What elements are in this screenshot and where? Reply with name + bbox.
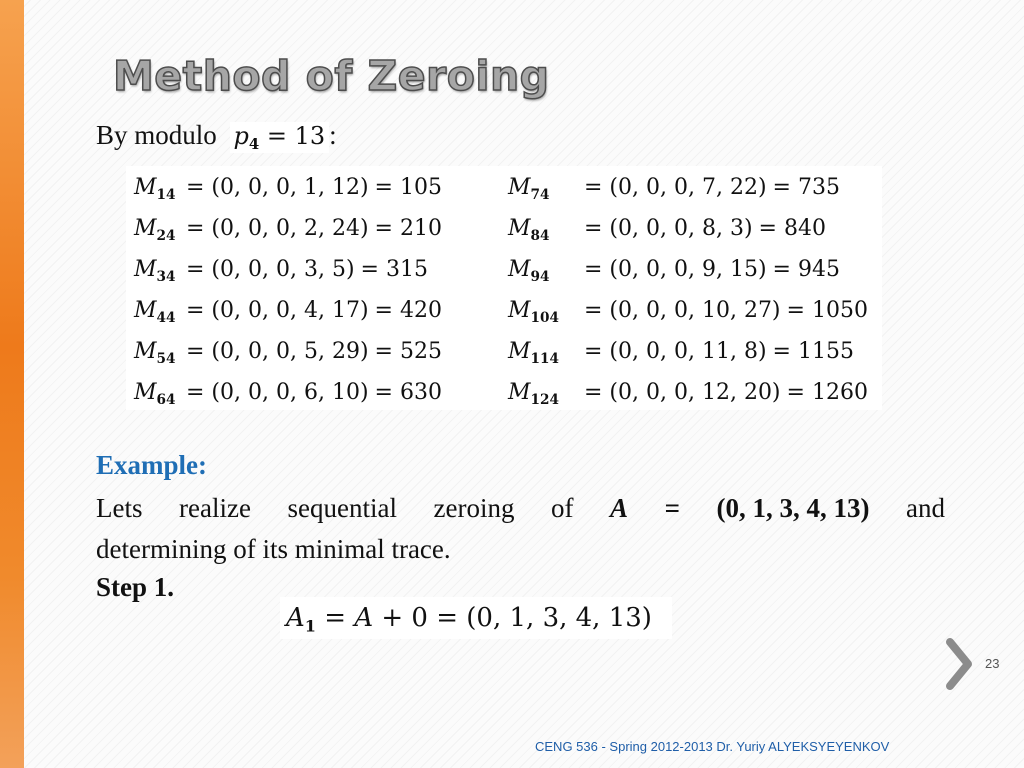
row-label: [134, 373, 186, 420]
row-result: = 525: [374, 339, 442, 364]
row-vector: = (0, 0, 0, 2, 24): [186, 216, 369, 241]
slide-title: Method of Zeroing: [113, 52, 550, 100]
footer-text: CENG 536 - Spring 2012-2013 Dr. Yuriy ALYEKSYEYENKOV: [535, 739, 890, 754]
row-vector: = (0, 0, 0, 7, 22): [584, 175, 767, 200]
table-row: [134, 250, 428, 290]
modulo-var: p: [233, 122, 249, 150]
row-label: [134, 168, 186, 215]
row-label: [134, 332, 186, 379]
eq-rest: + 0 = (0, 1, 3, 4, 13): [373, 603, 652, 633]
para-word-4: of: [551, 493, 574, 523]
row-subscript: 104: [530, 309, 559, 326]
row-label: [508, 250, 584, 297]
row-subscript: 124: [530, 391, 559, 408]
next-slide-chevron-icon[interactable]: [944, 638, 974, 690]
row-vector: = (0, 0, 0, 11, 8): [584, 339, 767, 364]
row-symbol: M: [134, 175, 157, 200]
row-subscript: 14: [156, 186, 176, 203]
row-label: [134, 250, 186, 297]
side-accent-bar: [0, 0, 24, 768]
para-word-0: Lets: [96, 493, 143, 523]
table-row: [508, 291, 868, 331]
row-vector: = (0, 0, 0, 1, 12): [186, 175, 369, 200]
row-label: [508, 291, 584, 338]
paragraph-line-2: determining of its minimal trace.: [96, 534, 451, 564]
row-vector: = (0, 0, 0, 5, 29): [186, 339, 369, 364]
row-result: = 945: [772, 257, 840, 282]
row-symbol: M: [508, 175, 531, 200]
modulo-line: [96, 120, 337, 153]
row-subscript: 54: [156, 350, 176, 367]
row-result: = 1260: [786, 380, 868, 405]
table-row: [508, 209, 826, 249]
row-label: [508, 168, 584, 215]
modulo-rest: = 13: [259, 122, 326, 150]
row-label: [508, 373, 584, 420]
row-vector: = (0, 0, 0, 6, 10): [186, 380, 369, 405]
row-result: = 210: [374, 216, 442, 241]
row-vector: = (0, 0, 0, 3, 5): [186, 257, 355, 282]
row-symbol: M: [508, 216, 531, 241]
modulo-prefix: By modulo: [96, 120, 217, 150]
para-vector: (0, 1, 3, 4, 13): [716, 493, 870, 523]
eq-lhs-sub: 1: [304, 616, 316, 636]
row-subscript: 94: [530, 268, 550, 285]
moduli-table: [126, 166, 882, 410]
row-subscript: 34: [156, 268, 176, 285]
row-vector: = (0, 0, 0, 4, 17): [186, 298, 369, 323]
step-equation: [280, 597, 672, 639]
row-symbol: M: [134, 339, 157, 364]
para-word-1: realize: [179, 493, 251, 523]
row-vector: = (0, 0, 0, 9, 15): [584, 257, 767, 282]
row-symbol: M: [134, 257, 157, 282]
row-subscript: 64: [156, 391, 176, 408]
table-row: [508, 332, 854, 372]
table-row: [508, 250, 840, 290]
row-symbol: M: [508, 339, 531, 364]
row-result: = 315: [360, 257, 428, 282]
example-label: Example:: [96, 450, 207, 480]
modulo-formula: [230, 122, 330, 153]
row-subscript: 44: [156, 309, 176, 326]
row-vector: = (0, 0, 0, 8, 3): [584, 216, 753, 241]
row-symbol: M: [508, 257, 531, 282]
table-row: [508, 168, 840, 208]
row-subscript: 114: [530, 350, 559, 367]
row-symbol: M: [134, 380, 157, 405]
row-vector: = (0, 0, 0, 10, 27): [584, 298, 781, 323]
modulo-sub: 4: [248, 135, 260, 154]
step-label: Step 1.: [96, 572, 175, 602]
row-subscript: 74: [530, 186, 550, 203]
example-paragraph: [96, 488, 945, 570]
row-label: [134, 209, 186, 256]
para-var: A: [610, 493, 629, 523]
row-vector: = (0, 0, 0, 12, 20): [584, 380, 781, 405]
row-label: [508, 209, 584, 256]
row-result: = 105: [374, 175, 442, 200]
row-symbol: M: [508, 380, 531, 405]
modulo-colon: :: [329, 120, 337, 150]
para-word-2: sequential: [287, 493, 397, 523]
eq-lhs: A: [286, 603, 305, 633]
row-label: [508, 332, 584, 379]
table-row: [134, 291, 442, 331]
row-subscript: 84: [530, 227, 550, 244]
row-result: = 630: [374, 380, 442, 405]
para-word-3: zeroing: [433, 493, 515, 523]
table-row: [134, 373, 442, 413]
row-symbol: M: [134, 216, 157, 241]
table-row: [508, 373, 868, 413]
row-label: [134, 291, 186, 338]
table-row: [134, 209, 442, 249]
para-and: and: [906, 493, 945, 523]
table-row: [134, 168, 442, 208]
row-symbol: M: [134, 298, 157, 323]
table-row: [134, 332, 442, 372]
row-symbol: M: [508, 298, 531, 323]
para-eq: =: [664, 493, 680, 523]
row-result: = 735: [772, 175, 840, 200]
row-result: = 420: [374, 298, 442, 323]
eq-mid: =: [316, 603, 355, 633]
row-result: = 1050: [786, 298, 868, 323]
row-result: = 1155: [772, 339, 854, 364]
eq-a: A: [354, 603, 374, 633]
row-subscript: 24: [156, 227, 176, 244]
page-number: 23: [985, 656, 1000, 671]
paragraph-line-1: [96, 488, 945, 529]
row-result: = 840: [758, 216, 826, 241]
